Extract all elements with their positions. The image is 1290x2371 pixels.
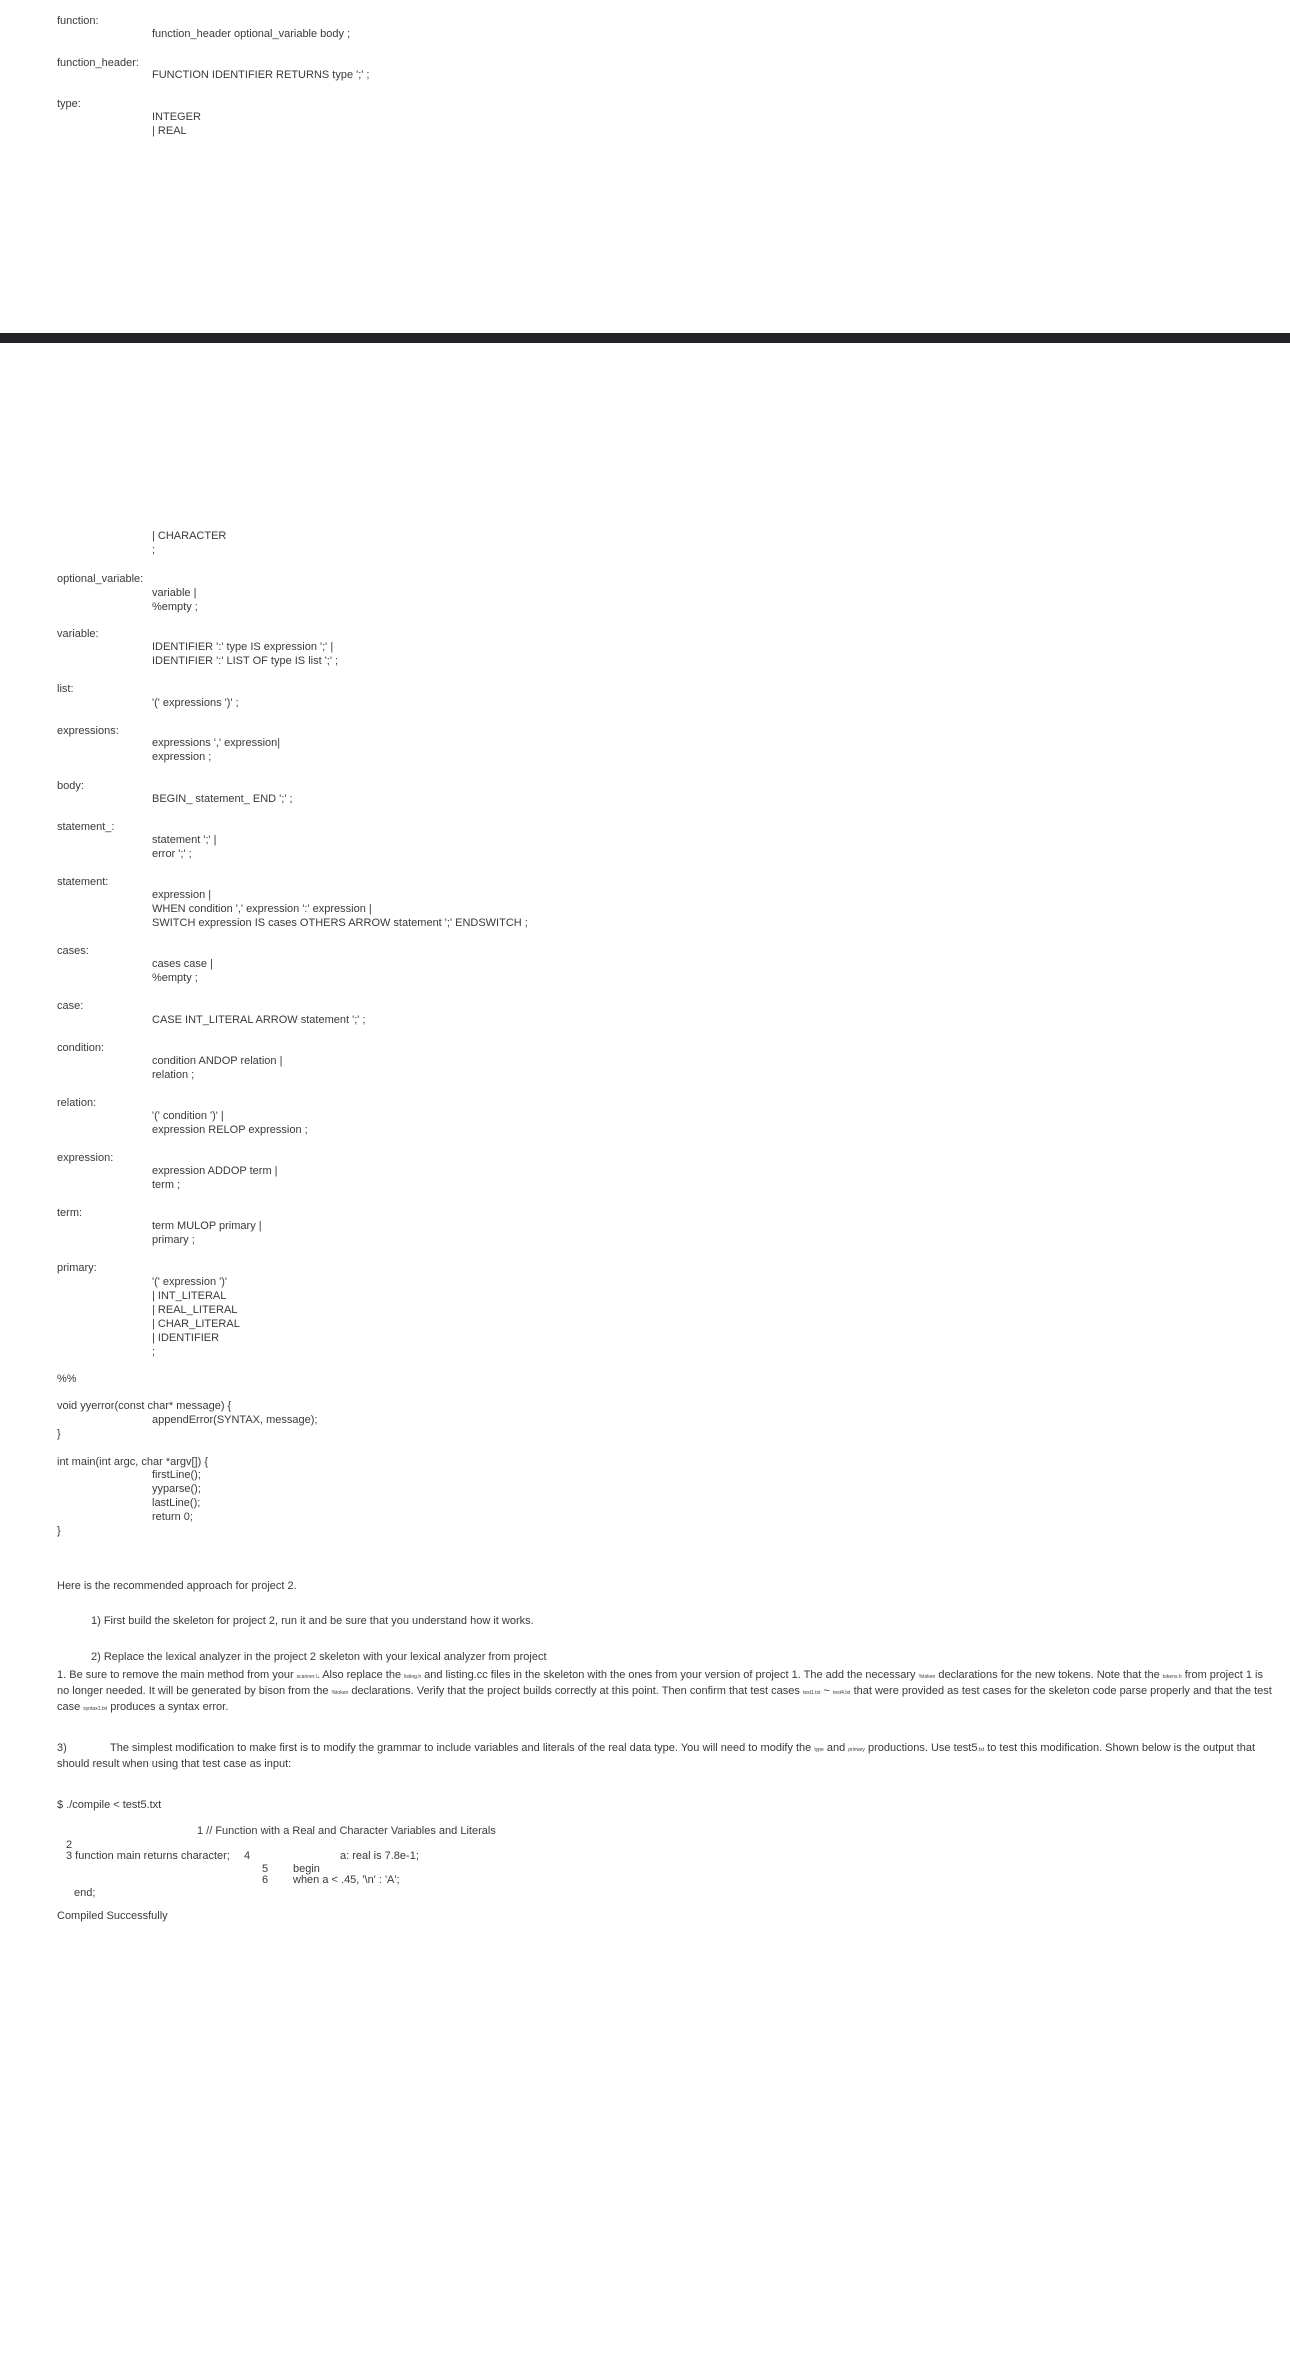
production-line: CASE INT_LITERAL ARROW statement ';' ; [152,1014,366,1026]
production-line: expressions ',' expression| [152,737,281,749]
production-line: term MULOP primary | [152,1220,262,1232]
production-line: INTEGER [152,111,201,123]
code-body [152,1413,317,1427]
production-line: primary ; [152,1234,195,1246]
production-body [152,110,201,138]
production-body [152,888,528,930]
rule-label: optional_variable: [57,573,144,585]
production-body [152,27,350,41]
rule-label: statement: [57,876,109,888]
compile-result: Compiled Successfully [57,1910,168,1922]
production-line: SWITCH expression IS cases OTHERS ARROW statement ';' ENDSWITCH ; [152,917,528,929]
production-line: FUNCTION IDENTIFIER RETURNS type ';' ; [152,69,370,81]
output-line-number: 6 [262,1874,269,1886]
production-line: variable | [152,587,197,599]
production-line: term ; [152,1179,181,1191]
production-line: cases case | [152,958,213,970]
step-3-paragraph: The simplest modification to make first is to modify the grammar to include variables and literals of the real data type. You will need to modify the type and primary productions. Use test5.txt to test this modification. Shown below is the output that should result when using that test case as input: [57,1742,1255,1770]
production-line: expression | [152,889,212,901]
command-line: $ ./compile < test5.txt [57,1799,162,1811]
step-1: 1) First build the skeleton for project 2, run it and be sure that you understand how it works. [91,1615,534,1627]
production-body [152,1164,278,1192]
rule-label: function: [57,15,99,27]
production-body [152,1013,365,1027]
production-body [152,1275,240,1359]
production-line: | IDENTIFIER [152,1332,220,1344]
production-line: statement ';' | [152,834,217,846]
code-line: lastLine(); [152,1497,201,1509]
production-body [152,833,217,861]
output-line: end; [74,1887,96,1899]
rule-label: variable: [57,628,99,640]
step-2-heading: 2) Replace the lexical analyzer in the project 2 skeleton with your lexical analyzer from project [91,1651,547,1663]
production-line: | REAL [152,125,187,137]
code-line: void yyerror(const char* message) { [57,1400,232,1412]
code-line: yyparse(); [152,1483,201,1495]
production-line: IDENTIFIER ':' type IS expression ';' | [152,641,334,653]
production-line: expression ; [152,751,212,763]
production-body [152,792,293,806]
code-line: } [57,1428,61,1440]
production-line: ; [152,544,156,556]
rule-label: list: [57,683,74,695]
rule-label: body: [57,780,84,792]
output-line: 3 function main returns character; [66,1850,230,1862]
production-line: | CHARACTER [152,530,227,542]
production-line: | CHAR_LITERAL [152,1318,240,1330]
rule-label: relation: [57,1097,97,1109]
rule-label: statement_: [57,821,115,833]
production-line: WHEN condition ',' expression ':' expression | [152,903,372,915]
production-body [152,957,213,985]
rule-label: case: [57,1000,84,1012]
production-line: '(' condition ')' | [152,1110,224,1122]
production-line: ; [152,1346,156,1358]
rule-label: type: [57,98,81,110]
production-line: | INT_LITERAL [152,1290,227,1302]
output-line-number: 4 [244,1850,251,1862]
production-body [152,1054,282,1082]
rule-label: expressions: [57,725,119,737]
production-body [152,736,280,764]
output-line: a: real is 7.8e-1; [340,1850,419,1862]
section-separator: %% [57,1373,77,1385]
step-3-number: 3) [57,1742,67,1754]
production-line: function_header optional_variable body ; [152,28,351,40]
rule-label: condition: [57,1042,105,1054]
production-body [152,1219,262,1247]
production-body [152,1109,308,1137]
code-line: firstLine(); [152,1469,201,1481]
production-body [152,586,198,614]
output-line: begin [293,1863,320,1875]
production-line: BEGIN_ statement_ END ';' ; [152,793,293,805]
production-body [152,696,239,710]
production-line: '(' expression ')' [152,1276,228,1288]
code-line: int main(int argc, char *argv[]) { [57,1456,209,1468]
production-line: %empty ; [152,601,198,613]
production-line: %empty ; [152,972,198,984]
output-line: 1 // Function with a Real and Character Variables and Literals [197,1825,496,1837]
output-line-number: 5 [262,1863,269,1875]
production-line: expression RELOP expression ; [152,1124,308,1136]
rule-label: function_header: [57,57,139,69]
intro-text: Here is the recommended approach for project 2. [57,1580,297,1592]
production-line: error ';' ; [152,848,192,860]
step-2-paragraph: 1. Be sure to remove the main method from your scanner.l. Also replace the listing.h and listing.cc files in the skeleton with the ones from your version of project 1. The add the necessary %token declarations for the new tokens. Note that the tokens.h from project 1 is no longer needed. It will be generated by bison from the %token declarations. Verify that the project builds correctly at this point. Then confirm that test cases test1.txt ~ test4.txt that were provided as test cases for the skeleton code parse properly and that the test case syntax1.txt produces a syntax error. [57,1669,1272,1713]
code-body [152,1468,201,1524]
code-line: return 0; [152,1511,193,1523]
production-line: | REAL_LITERAL [152,1304,238,1316]
rule-label: term: [57,1207,83,1219]
output-line: when a < .45, '\n' : 'A'; [293,1874,400,1886]
production-body [152,68,370,82]
production-line: expression ADDOP term | [152,1165,278,1177]
production-body [152,529,226,557]
production-line: IDENTIFIER ':' LIST OF type IS list ';' ; [152,655,339,667]
rule-label: expression: [57,1152,114,1164]
code-line: appendError(SYNTAX, message); [152,1414,318,1426]
rule-label: primary: [57,1262,97,1274]
production-body [152,640,338,668]
production-line: condition ANDOP relation | [152,1055,283,1067]
page-break-bar [0,333,1290,343]
production-line: relation ; [152,1069,195,1081]
rule-label: cases: [57,945,89,957]
output-line: 2 [66,1839,73,1851]
code-line: } [57,1525,61,1537]
production-line: '(' expressions ')' ; [152,697,239,709]
